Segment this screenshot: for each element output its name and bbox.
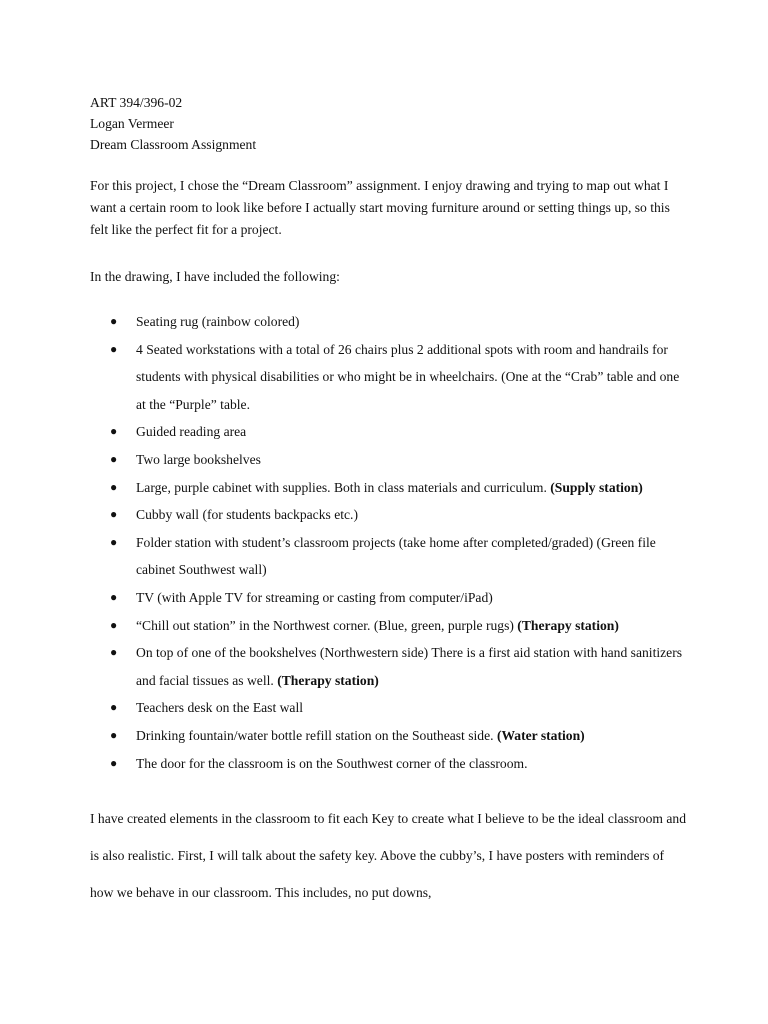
list-item-text: Drinking fountain/water bottle refill station on the Southeast side.: [136, 727, 494, 743]
list-item-text: The door for the classroom is on the Southwest corner of the classroom.: [136, 755, 528, 771]
list-item-text: TV (with Apple TV for streaming or casting from computer/iPad): [136, 589, 493, 605]
bullet-icon: ●: [110, 507, 118, 522]
list-item: [90, 418, 690, 446]
assignment-title: Dream Classroom Assignment: [90, 137, 257, 152]
list-item-text: Teachers desk on the East wall: [136, 700, 304, 716]
list-item: [90, 446, 690, 474]
bullet-icon: ●: [110, 451, 118, 466]
list-item: [90, 612, 690, 640]
bullet-icon: ●: [110, 479, 118, 494]
station-tag: (Water station): [496, 727, 585, 743]
list-item-text: Cubby wall (for students backpacks etc.): [136, 507, 358, 523]
list-item-text: Large, purple cabinet with supplies. Both in class materials and curriculum.: [136, 479, 547, 495]
list-item: [90, 529, 690, 584]
bullet-icon: ●: [110, 727, 118, 742]
list-item-text: Seating rug (rainbow colored): [136, 314, 300, 329]
bullet-icon: ●: [110, 534, 118, 549]
bullet-icon: ●: [110, 645, 118, 660]
bullet-icon: ●: [110, 314, 118, 328]
list-item: [90, 694, 690, 722]
features-list: [90, 308, 690, 777]
list-item: [90, 750, 690, 778]
intro-paragraph: For this project, I chose the “Dream Classroom” assignment. I enjoy drawing and trying to map out what I want a certain room to look like before I actually start moving furniture around or setting things up, so this felt like the perfect fit for a project.: [90, 178, 670, 237]
list-item-text: “Chill out station” in the Northwest corner. (Blue, green, purple rugs): [136, 617, 514, 633]
bullet-icon: ●: [110, 341, 118, 356]
list-item-text: Two large bookshelves: [136, 451, 261, 467]
station-tag: (Therapy station): [517, 617, 619, 633]
bullet-icon: ●: [110, 700, 118, 715]
bullet-icon: ●: [110, 424, 118, 439]
station-tag: (Supply station): [550, 479, 643, 495]
bullet-icon: ●: [110, 755, 118, 770]
list-item: [90, 639, 690, 694]
list-item: [90, 501, 690, 529]
author-name: Logan Vermeer: [90, 116, 174, 131]
list-item-text: Guided reading area: [136, 424, 247, 440]
course-code: ART 394/396-02: [90, 95, 183, 110]
list-intro: In the drawing, I have included the following:: [90, 269, 340, 284]
list-item: [90, 722, 690, 750]
list-item-text: 4 Seated workstations with a total of 26 chairs plus 2 additional spots with room and handrails for students with physical disabilities or who might be in wheelchairs. (One at the “Crab” table and one at the “Purple” table.: [136, 341, 680, 412]
list-item: [90, 308, 690, 336]
bullet-icon: ●: [110, 617, 118, 632]
list-item: [90, 336, 690, 419]
list-item: [90, 474, 690, 502]
list-item-text: On top of one of the bookshelves (Northwestern side) There is a first aid station with hand sanitizers and facial tissues as well.: [136, 645, 683, 688]
list-item: [90, 584, 690, 612]
bullet-icon: ●: [110, 589, 118, 604]
station-tag: (Therapy station): [277, 672, 379, 688]
closing-paragraph: I have created elements in the classroom to fit each Key to create what I believe to be the ideal classroom and is also realistic. First, I will talk about the safety key. Above the cubby’s, I have posters with reminders of how we behave in our classroom. This includes, no put downs,: [90, 811, 686, 901]
document-page: [90, 92, 690, 911]
list-item-text: Folder station with student’s classroom projects (take home after completed/graded) (Green file cabinet Southwest wall): [136, 534, 656, 578]
